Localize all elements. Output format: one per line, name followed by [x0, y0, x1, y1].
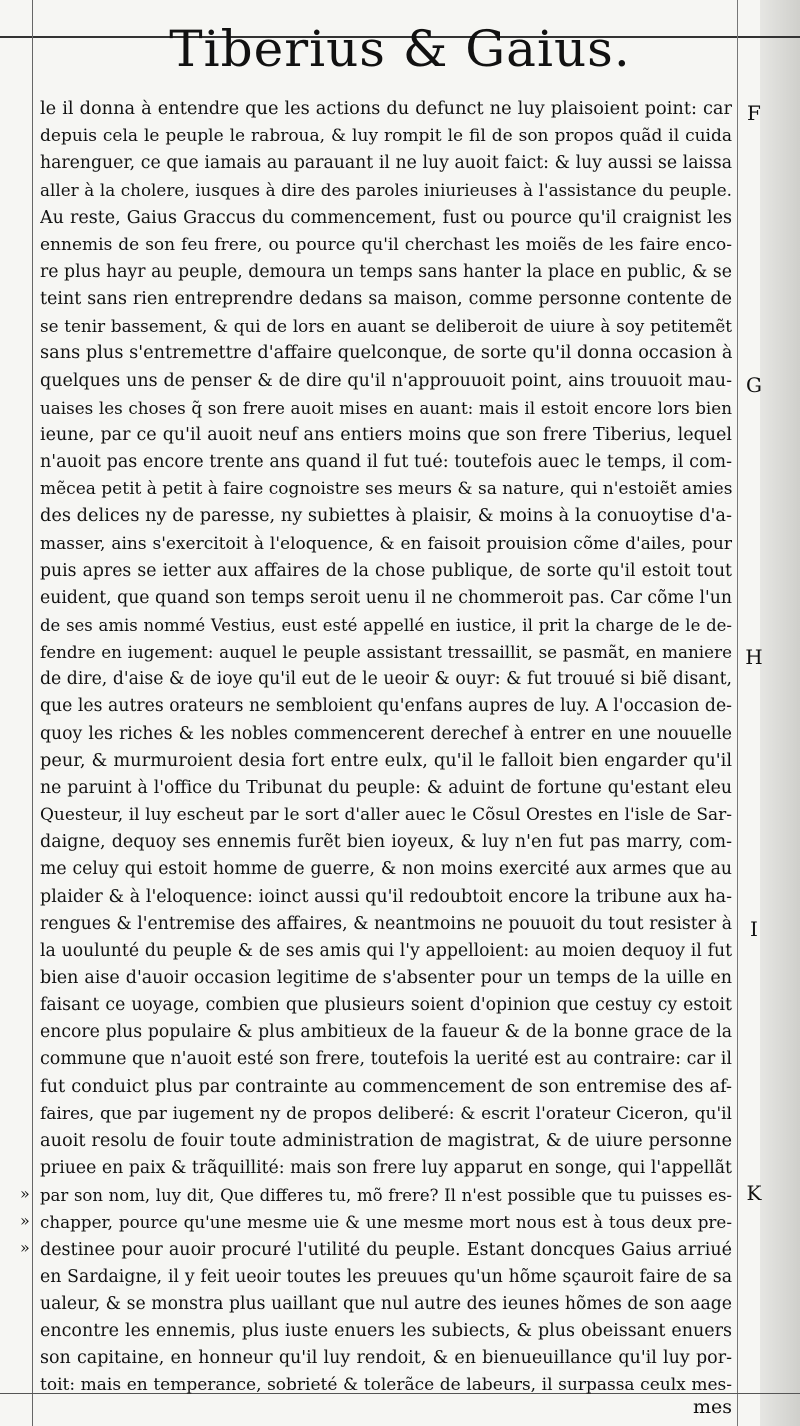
text-line: uaises les choses q̃ son frere auoit mises en auant: mais il estoit encore lors bien: [40, 397, 732, 418]
text-line: auoit resolu de fouir toute administration de magistrat, & de uiure personne: [40, 1130, 732, 1151]
text-line: ieune, par ce qu'il auoit neuf ans entiers moins que son frere Tiberius, lequel: [40, 424, 732, 445]
text-line: quelques uns de penser & de dire qu'il n'approuuoit point, ains trouuoit mau-: [40, 370, 732, 391]
margin-letter-h: H: [745, 645, 763, 669]
text-line: mẽcea petit à petit à faire cognoistre ses meurs & sa nature, qui n'estoiẽt amies: [40, 479, 732, 500]
text-line: re plus hayr au peuple, demoura un temps sans hanter la place en public, & se: [40, 261, 732, 282]
text-line: destinee pour auoir procuré l'utilité du peuple. Estant doncques Gaius arriué: [40, 1239, 732, 1260]
text-line: que les autres orateurs ne sembloient qu'enfans aupres de luy. A l'occasion de-: [40, 696, 732, 717]
margin-letter-k: K: [746, 1181, 762, 1205]
catchword: mes: [692, 1396, 732, 1418]
text-line: de dire, d'aise & de ioye qu'il eut de le ueoir & ouyr: & fut trouué si biẽ disant,: [40, 669, 732, 690]
margin-letter-g: G: [746, 373, 762, 397]
text-line: plaider & à l'eloquence: ioinct aussi qu'il redoubtoit encore la tribune aux ha-: [40, 886, 732, 907]
text-line: en Sardaigne, il y feit ueoir toutes les preuues qu'un hõme sçauroit faire de sa: [40, 1266, 732, 1287]
text-line: sans plus s'entremettre d'affaire quelconque, de sorte qu'il donna occasion à: [40, 343, 732, 364]
text-line: euident, que quand son temps seroit uenu il ne chommeroit pas. Car cõme l'un: [40, 587, 732, 608]
text-line: bien aise d'auoir occasion legitime de s'absenter pour un temps de la uille en: [40, 968, 732, 988]
text-line: ennemis de son feu frere, ou pource qu'il cherchast les moiẽs de les faire enco-: [40, 234, 732, 255]
quotation-mark: »: [20, 1184, 30, 1203]
margin-letter-f: F: [747, 101, 761, 125]
body-text: [40, 96, 732, 1400]
text-line: quoy les riches & les nobles commencerent derechef à entrer en une nouuelle: [40, 723, 732, 744]
text-line: le il donna à entendre que les actions du defunct ne luy plaisoient point: car: [40, 99, 732, 119]
text-line: se tenir bassement, & qui de lors en auant se deliberoit de uiure à soy petitemẽt: [40, 316, 732, 337]
quotation-mark: »: [20, 1211, 30, 1230]
text-line: son capitaine, en honneur qu'il luy rendoit, & en bienueuillance qu'il luy por-: [40, 1348, 732, 1369]
right-margin-rule: [737, 0, 738, 1426]
text-line: par son nom, luy dit, Que differes tu, mõ frere? Il n'est possible que tu puisses es-: [40, 1186, 732, 1206]
text-line: priuee en paix & trãquillité: mais son frere luy apparut en songe, qui l'appellãt: [40, 1158, 732, 1179]
text-line: toit: mais en temperance, sobrieté & tolerãce de labeurs, il surpassa ceulx mes-: [40, 1375, 732, 1396]
text-line: daigne, dequoy ses ennemis furẽt bien ioyeux, & luy n'en fut pas marry, com-: [40, 832, 732, 853]
text-line: Questeur, il luy escheut par le sort d'aller auec le Cõsul Orestes en l'isle de Sar-: [40, 805, 732, 826]
text-line: commune que n'auoit esté son frere, toutefois la uerité est au contraire: car il: [40, 1049, 732, 1070]
text-line: teint sans rien entreprendre dedans sa maison, comme personne contente de: [40, 289, 732, 310]
running-title: Tiberius & Gaius.: [169, 20, 631, 78]
text-line: me celuy qui estoit homme de guerre, & non moins exercité aux armes que au: [40, 859, 732, 880]
text-line: aller à la cholere, iusques à dire des paroles iniurieuses à l'assistance du peuple.: [40, 180, 732, 201]
text-line: n'auoit pas encore trente ans quand il fut tué: toutefois auec le temps, il com-: [40, 452, 732, 473]
text-line: de ses amis nommé Vestius, eust esté appellé en iustice, il prit la charge de le de-: [40, 615, 732, 635]
text-line: faires, que par iugement ny de propos deliberé: & escrit l'orateur Ciceron, qu'il: [40, 1103, 732, 1124]
text-line: encore plus populaire & plus ambitieux de la faueur & de la bonne grace de la: [40, 1022, 732, 1043]
text-line: puis apres se ietter aux affaires de la chose publique, de sorte qu'il estoit tout: [40, 560, 732, 581]
quotation-mark: »: [20, 1238, 30, 1257]
text-line: depuis cela le peuple le rabroua, & luy rompit le fil de son propos quãd il cuida: [40, 126, 732, 147]
text-line: chapper, pource qu'une mesme uie & une mesme mort nous est à tous deux pre-: [40, 1212, 732, 1233]
facing-page-edge: [760, 0, 800, 1426]
text-line: rengues & l'entremise des affaires, & neantmoins ne pouuoit du tout resister à: [40, 913, 732, 934]
margin-letter-i: I: [750, 917, 758, 941]
text-line: ne paruint à l'office du Tribunat du peuple: & aduint de fortune qu'estant eleu: [40, 777, 732, 798]
text-line: encontre les ennemis, plus iuste enuers les subiects, & plus obeissant enuers: [40, 1321, 732, 1342]
text-line: Au reste, Gaius Graccus du commencement, fust ou pource qu'il craignist les: [40, 207, 732, 228]
text-line: fut conduict plus par contrainte au commencement de son entremise des af-: [40, 1076, 732, 1097]
left-margin-rule: [32, 0, 33, 1426]
text-line: ualeur, & se monstra plus uaillant que nul autre des ieunes hõmes de son aage: [40, 1293, 732, 1314]
text-line: masser, ains s'exercitoit à l'eloquence, & en faisoit prouision cõme d'ailes, pour: [40, 533, 732, 554]
text-line: fendre en iugement: auquel le peuple assistant tressaillit, se pasmãt, en maniere: [40, 642, 732, 663]
text-line: peur, & murmuroient desia fort entre eulx, qu'il le falloit bien engarder qu'il: [40, 750, 732, 771]
text-line: des delices ny de paresse, ny subiettes à plaisir, & moins à la conuoytise d'a-: [40, 506, 732, 527]
text-line: faisant ce uoyage, combien que plusieurs soient d'opinion que cestuy cy estoit: [40, 995, 732, 1016]
text-line: la uoulunté du peuple & de ses amis qui l'y appelloient: au moien dequoy il fut: [40, 940, 732, 961]
text-line: harenguer, ce que iamais au parauant il ne luy auoit faict: & luy aussi se laissa: [40, 153, 732, 174]
